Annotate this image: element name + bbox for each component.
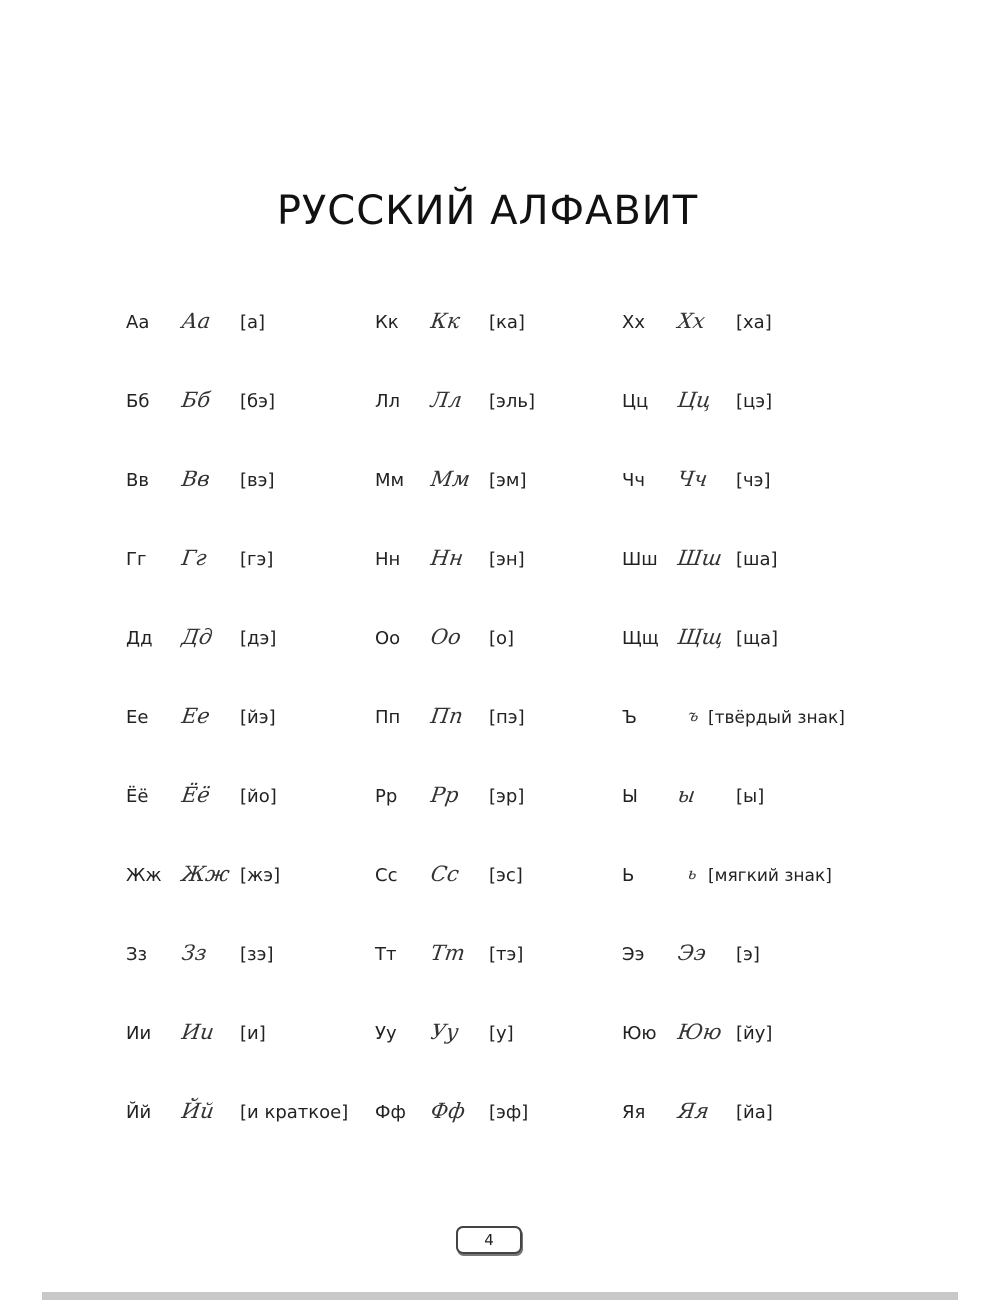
letter-pronunciation: [цэ]	[736, 391, 773, 412]
letter-row	[622, 379, 872, 458]
footer-divider	[42, 1292, 958, 1300]
letter-row	[126, 774, 376, 853]
printed-letter: Оо	[375, 628, 401, 649]
cursive-letter: Щщ	[676, 625, 725, 649]
printed-letter: Нн	[375, 549, 401, 570]
cursive-letter: Шш	[676, 546, 724, 570]
printed-letter: Сс	[375, 865, 398, 886]
letter-row	[126, 1011, 376, 1090]
printed-letter: Тт	[375, 944, 397, 965]
letter-pronunciation: [твёрдый знак]	[708, 708, 845, 728]
letter-pronunciation: [а]	[240, 312, 266, 333]
letter-pronunciation: [зэ]	[240, 944, 274, 965]
letter-pronunciation: [ха]	[736, 312, 772, 333]
printed-letter: Цц	[622, 391, 649, 412]
letter-pronunciation: [йу]	[736, 1023, 773, 1044]
letter-row	[126, 537, 376, 616]
letter-pronunciation: [о]	[489, 628, 515, 649]
cursive-letter: ь	[686, 864, 699, 883]
letter-pronunciation: [эр]	[489, 786, 525, 807]
letter-row	[375, 616, 625, 695]
page-title: РУССКИЙ АЛФАВИТ	[276, 188, 699, 234]
letter-pronunciation: [пэ]	[489, 707, 525, 728]
printed-letter: Дд	[126, 628, 153, 649]
letter-row	[375, 853, 625, 932]
printed-letter: Вв	[126, 470, 149, 491]
printed-letter: Чч	[622, 470, 645, 491]
letter-pronunciation: [мягкий знак]	[708, 866, 832, 886]
alphabet-column-1	[126, 300, 376, 1169]
letter-pronunciation: [дэ]	[240, 628, 277, 649]
letter-row	[622, 932, 872, 1011]
printed-letter: Ии	[126, 1023, 152, 1044]
cursive-letter: Дд	[180, 625, 215, 649]
letter-row	[126, 695, 376, 774]
letter-pronunciation: [жэ]	[240, 865, 281, 886]
letter-row	[375, 1090, 625, 1169]
letter-row	[126, 1090, 376, 1169]
cursive-letter: Лл	[429, 388, 464, 412]
letter-row	[375, 537, 625, 616]
letter-row	[375, 1011, 625, 1090]
letter-pronunciation: [чэ]	[736, 470, 771, 491]
letter-pronunciation: [йо]	[240, 786, 277, 807]
letter-pronunciation: [эм]	[489, 470, 527, 491]
printed-letter: Шш	[622, 549, 658, 570]
letter-pronunciation: [бэ]	[240, 391, 276, 412]
letter-pronunciation: [ща]	[736, 628, 779, 649]
printed-letter: Ы	[622, 786, 638, 807]
letter-pronunciation: [гэ]	[240, 549, 274, 570]
letter-row	[375, 379, 625, 458]
cursive-letter: Кк	[429, 309, 462, 333]
cursive-letter: Мм	[429, 467, 472, 491]
printed-letter: Хх	[622, 312, 645, 333]
printed-letter: Фф	[375, 1102, 406, 1123]
printed-letter: Ее	[126, 707, 149, 728]
cursive-letter: Пп	[429, 704, 465, 728]
printed-letter: Рр	[375, 786, 398, 807]
cursive-letter: Ёё	[180, 783, 212, 807]
cursive-letter: Сс	[429, 862, 461, 886]
letter-pronunciation: [вэ]	[240, 470, 275, 491]
letter-pronunciation: [тэ]	[489, 944, 524, 965]
cursive-letter: Вв	[180, 467, 212, 491]
letter-pronunciation: [ка]	[489, 312, 525, 333]
printed-letter: Щщ	[622, 628, 659, 649]
printed-letter: Зз	[126, 944, 148, 965]
letter-row	[126, 458, 376, 537]
letter-row	[126, 932, 376, 1011]
printed-letter: Гг	[126, 549, 147, 570]
cursive-letter: Хх	[676, 309, 707, 333]
letter-pronunciation: [йа]	[736, 1102, 773, 1123]
letter-pronunciation: [йэ]	[240, 707, 276, 728]
cursive-letter: Оо	[429, 625, 463, 649]
letter-row	[375, 458, 625, 537]
printed-letter: Лл	[375, 391, 401, 412]
printed-letter: Пп	[375, 707, 401, 728]
printed-letter: Яя	[622, 1102, 646, 1123]
printed-letter: Ээ	[622, 944, 645, 965]
printed-letter: Бб	[126, 391, 150, 412]
alphabet-column-3	[622, 300, 872, 1169]
printed-letter: Мм	[375, 470, 405, 491]
letter-pronunciation: [эф]	[489, 1102, 529, 1123]
cursive-letter: Гг	[180, 546, 209, 570]
letter-row	[375, 300, 625, 379]
printed-letter: Юю	[622, 1023, 657, 1044]
letter-row	[622, 774, 872, 853]
letter-row	[622, 616, 872, 695]
printed-letter: Аа	[126, 312, 150, 333]
letter-row	[622, 1011, 872, 1090]
letter-row	[126, 300, 376, 379]
letter-pronunciation: [эль]	[489, 391, 536, 412]
letter-pronunciation: [ы]	[736, 786, 765, 807]
page-number: 4	[456, 1226, 522, 1254]
letter-row	[375, 774, 625, 853]
alphabet-column-2	[375, 300, 625, 1169]
printed-letter: Уу	[375, 1023, 397, 1044]
cursive-letter: Аа	[180, 309, 213, 333]
cursive-letter: Нн	[429, 546, 465, 570]
cursive-letter: Рр	[429, 783, 461, 807]
cursive-letter: Ее	[180, 704, 212, 728]
printed-letter: Жж	[126, 865, 162, 886]
letter-pronunciation: [у]	[489, 1023, 514, 1044]
cursive-letter: Фф	[429, 1099, 467, 1123]
printed-letter: Ь	[622, 865, 635, 886]
printed-letter: Ъ	[622, 707, 637, 728]
letter-row	[375, 695, 625, 774]
letter-pronunciation: [э]	[736, 944, 760, 965]
cursive-letter: ы	[676, 783, 697, 807]
letter-row	[126, 616, 376, 695]
cursive-letter: Ии	[180, 1020, 216, 1044]
printed-letter: Ёё	[126, 786, 149, 807]
cursive-letter: Ээ	[676, 941, 708, 965]
cursive-letter: Зз	[180, 941, 209, 965]
letter-pronunciation: [и краткое]	[240, 1102, 349, 1123]
letter-row	[622, 300, 872, 379]
letter-row	[126, 379, 376, 458]
letter-row	[375, 932, 625, 1011]
cursive-letter: ъ	[686, 706, 701, 725]
letter-row	[126, 853, 376, 932]
printed-letter: Кк	[375, 312, 399, 333]
letter-pronunciation: [ша]	[736, 549, 778, 570]
cursive-letter: Яя	[676, 1099, 711, 1123]
cursive-letter: Бб	[180, 388, 212, 412]
cursive-letter: Юю	[676, 1020, 724, 1044]
letter-row	[622, 458, 872, 537]
cursive-letter: Тт	[429, 941, 467, 965]
cursive-letter: Йй	[180, 1099, 216, 1123]
letter-row	[622, 695, 872, 774]
letter-row	[622, 537, 872, 616]
letter-row	[622, 1090, 872, 1169]
cursive-letter: Цц	[676, 388, 713, 412]
letter-row	[622, 853, 872, 932]
printed-letter: Йй	[126, 1102, 152, 1123]
letter-pronunciation: [и]	[240, 1023, 266, 1044]
cursive-letter: Чч	[676, 467, 709, 491]
cursive-letter: Жж	[180, 862, 232, 886]
letter-pronunciation: [эс]	[489, 865, 523, 886]
letter-pronunciation: [эн]	[489, 549, 525, 570]
cursive-letter: Уу	[429, 1020, 461, 1044]
